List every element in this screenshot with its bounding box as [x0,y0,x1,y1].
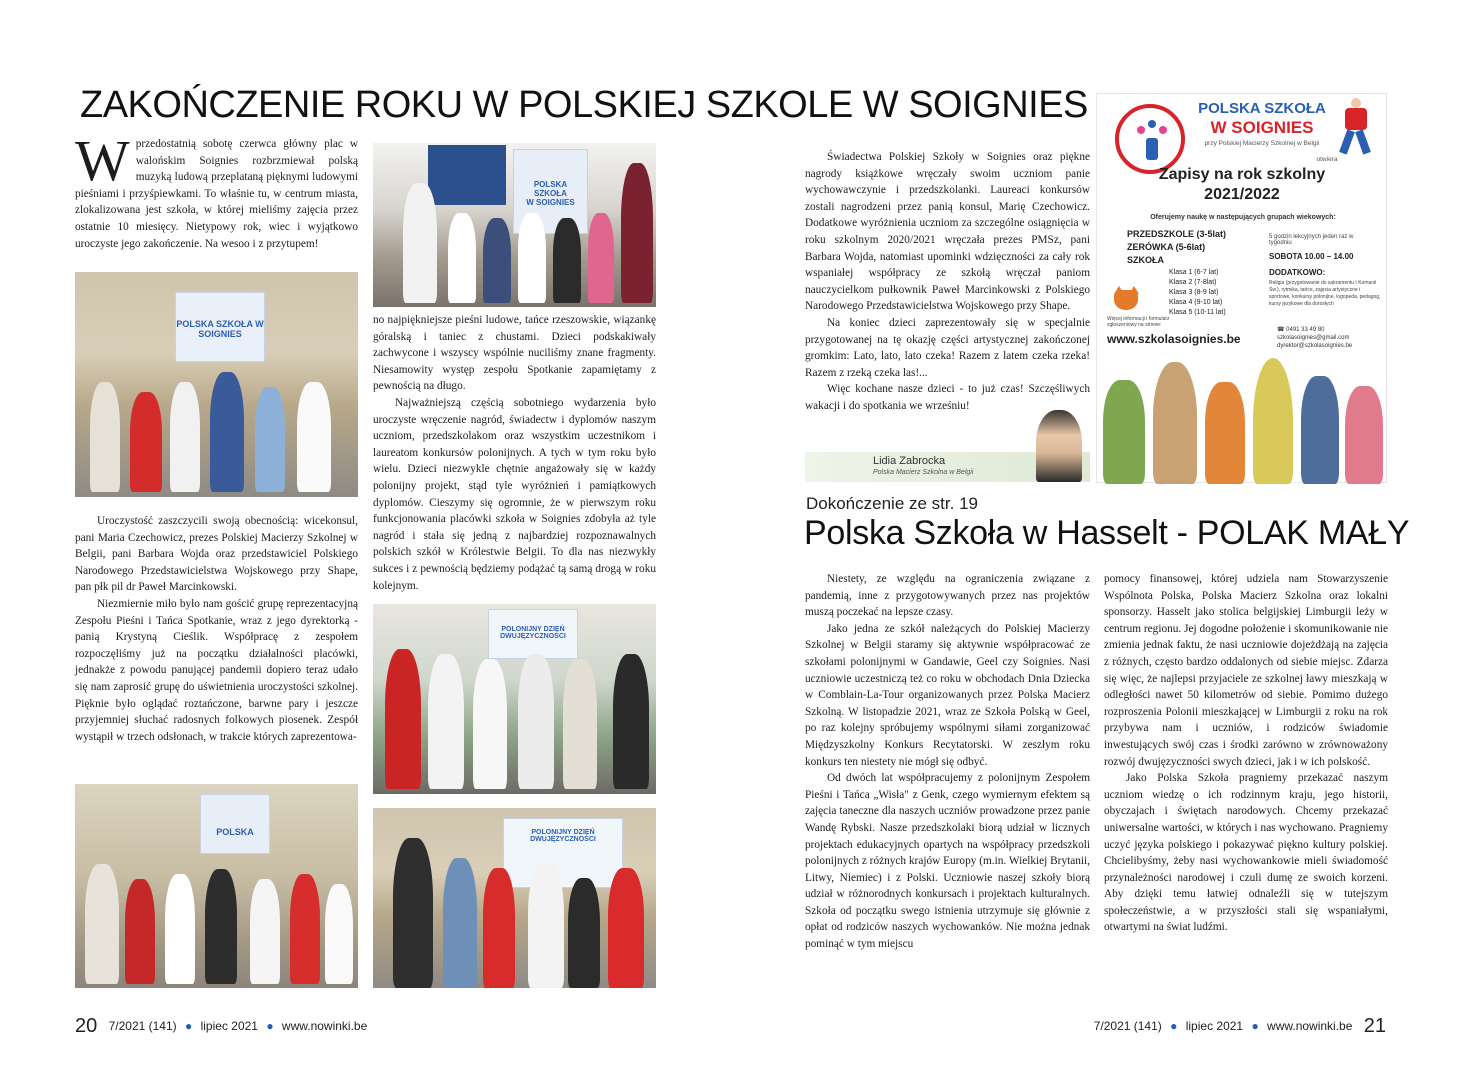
right-footer [1094,1015,1386,1038]
poster-hours-note: 5 godzin lekcyjnych jeden raz w tygodniu [1269,234,1354,246]
poster-otwiera: otwiera [1316,156,1338,163]
poster-year: 2021/2022 [1204,186,1280,203]
poster-info: Więcej informacji i formularz zgłoszeniowy na stronie: [1107,316,1170,328]
enrollment-poster [1096,93,1387,483]
poster-title-1: POLSKA SZKOŁA [1198,100,1326,117]
issue-date: lipiec 2021 [200,1019,258,1033]
left-col1-intro [75,128,358,252]
poster-groups: PRZEDSZKOLE (3-5lat) ZERÓWKA (5-6lat) SZKOŁA [1127,229,1227,265]
poster-offer: Oferujemy naukę w następujących grupach wiekowych: [1150,214,1336,221]
poster-contact: ☎ 0491 33 49 80 szkolasoignies@gmail.com dyrektor@szkolasoignies.be [1277,327,1353,349]
poster-extras: Religia (przygotowanie do sakramentu I Komunii Św.), rytmika, tańce, zajęcia artystyczne i sportowe, konkursy polonijne, logopeda, pedagog, kursy językowe dla dorosłych [1269,280,1381,307]
left-headline: ZAKOŃCZENIE ROKU W POLSKIEJ SZKOLE W SOIGNIES [80,84,1088,126]
issue-number: 7/2021 (141) [108,1019,177,1033]
photo-children-with-diplomas [75,784,358,988]
separator-dot: ● [1170,1019,1178,1033]
website-link[interactable]: www.nowinki.be [1267,1019,1353,1033]
photo-pupils-with-diplomas [373,808,656,988]
right-col4-body [805,571,1090,953]
continuation-note: Dokończenie ze str. 19 [806,494,978,513]
poster-website[interactable]: www.szkolasoignies.be [1107,332,1241,346]
col1-paragraph: Niezmiernie miło było nam gościć grupę reprezentacyjną Zespołu Pieśni i Tańca Spotkanie, wraz z jego dyrektorką - panią Krystyną Cieślik. Współpracę z zespołem rozpoczęliśmy już na początku działalności placówki, jednakże z powodu panującej pandemii dopiero teraz udało się nam zaprosić grupę do uświetnienia uroczystości szkolnej. Pięknie było oglądać roztańczone, barwne pary i jeszcze przyjemniej słuchać radosnych folkowych piosenek. Zespół wystąpił w trzech odsłonach, w trakcie których zaprezentowa- [75,597,358,743]
website-link[interactable]: www.nowinki.be [281,1019,368,1033]
poster-extras-title: DODATKOWO: [1269,268,1326,277]
skater-illustration-icon [1337,98,1373,158]
right-headline: Polska Szkoła w Hasselt - POLAK MAŁY [804,514,1410,552]
right-col5-body [1104,571,1388,936]
photo-teachers-with-bags [373,604,656,794]
col5-paragraph: pomocy finansowej, której udziela nam Stowarzyszenie Wspólnota Polska, Polska Macierz Szkolna oraz lokalni sponsorzy. Hasselt jako stolica belgijskiej Limburgii leży w centrum regionu. Jej dogodne położenie i skomunikowanie nie zmienia jednak faktu, że nasi uczniowie dojeżdżają na zajęcia z różnych, często bardzo oddalonych od siebie miejsc. Zdarza się więc, że najlepsi przyjaciele ze szkolnej ławy mieszkają w odległości nawet 50 kilometrów od siebie. Pomimo dużego rozproszenia Polonii mieszkającej w Limburgii z roku na rok przybywa nam i uczniów, i rodziców świadomie inwestujących swój czas i środki zarówno w zrównoważony rozwój dwujęzyczności swych dzieci, jak i w ich polskość. [1104,573,1388,768]
children-backpacks-illustration [1097,356,1388,484]
author-portrait [1036,410,1082,482]
right-col3-body [805,149,1090,415]
intro-text: przedostatnią sobotę czerwca główny plac w walońskim Soignies rozbrzmiewał polską muzyką ludową przeplataną pięknymi ludowymi pieśniami i przyśpiewkami. To właśnie tu, w centrum miasta, zlokalizowana jest szkoła, w której mieliśmy zajęcia przez ostatnie 10 miesięcy. Nietypowy rok, wiec i wyjątkowo uroczyste jego zakończenie. Na wesoo i z przytupem! [75,138,358,250]
issue-date: lipiec 2021 [1185,1019,1244,1033]
page-number: 20 [75,1015,98,1037]
photo5-banner: POLONIJNY DZIEŃ DWUJĘZYCZNOŚCI [503,818,623,888]
poster-tagline: przy Polskiej Macierzy Szkolnej w Belgii [1204,140,1320,147]
col2-paragraph: no najpiękniejsze pieśni ludowe, tańce rzeszowskie, wiązankę góralską i taniec z chustami. Dzieci podskakiwały zachwycone i wszyscy wspólnie nuciliśmy znane fragmenty. Niesamowity występ zespołu Spotkanie zapamiętamy z pewnością na długo. [373,314,656,393]
col3-paragraph: Więc kochane nasze dzieci - to już czas! Szczęśliwych wakacji i do spotkania we wrześniu! [805,383,1090,412]
poster-enrollment-heading: Zapisy na rok szkolny [1158,166,1326,183]
dropcap: W [75,128,130,193]
photo1-banner: POLSKA SZKOŁA W SOIGNIES [175,292,265,362]
author-role: Polska Macierz Szkolna w Belgii [873,469,974,476]
poster-classes: Klasa 1 (6-7 lat) Klasa 2 (7-8lat) Klasa 3 (8-9 lat) Klasa 4 (9-10 lat) Klasa 5 (10-11 lat) [1169,269,1226,316]
poster-title-2: W SOIGNIES [1210,118,1314,137]
col2-paragraph: Najważniejszą częścią sobotniego wydarzenia było uroczyste wręczenie nagród, świadectw i dyplomów naszym uczniom, przedszkolakom oraz wszystkim uczestnikom i laureatom konkursów polonijnych. A tych w tym roku było wielu. Dzieci niezwykle chętnie angażowały się w każdy polonijny projekt, stąd tyle wyróżnień i pamiątkowych dyplomów. Cieszymy się ogromnie, że w pierwszym roku funkcjonowania placówki szkoła w Soignies zdobyła aż tyle nagród i stała się jedną z najbardziej rozpoznawalnych polskich szkół w Królestwie Belgii. To dla nas niezwykły sukces i z pewnością będziemy podążać tą samą drogą w roku kolejnym. [373,396,656,592]
col1-paragraph: Uroczystość zaszczycili swoją obecnością: wicekonsul, pani Maria Czechowicz, prezes Polskiej Macierzy Szkolnej w Belgii, pani Barbara Wojda oraz przedstawiciel Polskiego Narodowego Przedstawicielstwa Wojskowego przy Shape, pan płk pil dr Paweł Marcinkowski. [75,515,358,594]
photo2-banner: POLSKA [200,794,270,854]
page-number: 21 [1363,1015,1386,1037]
author-name: Lidia Zabrocka [873,455,946,467]
issue-number: 7/2021 (141) [1093,1019,1162,1033]
author-byline [805,452,1090,482]
separator-dot: ● [1251,1019,1259,1033]
left-col1-body [75,513,358,745]
separator-dot: ● [266,1019,274,1033]
photo4-banner: POLONIJNY DZIEŃ DWUJĘZYCZNOŚCI [488,609,578,659]
school-logo-icon [1115,104,1185,174]
left-col2-body [373,312,656,594]
poster-hours: SOBOTA 10.00 – 14.00 [1269,252,1354,261]
col3-paragraph: Na koniec dzieci zaprezentowały się w specjalnie przygotowanej na tę okazję części artystycznej zakończonej gromkim: Lato, lato, lato czeka! Razem z latem czeka rzeka! Razem z rzeką czeka las!... [805,316,1090,379]
left-footer [75,1015,367,1038]
fox-icon [1111,286,1141,312]
photo3-banner: POLSKA SZKOŁA W SOIGNIES [513,149,588,234]
col4-paragraph: Niestety, ze względu na ograniczenia związane z pandemią, inne z przygotowywanych przez nas projektów muszą poczekać na lepsze czasy. [805,573,1090,619]
photo-children-with-books [75,272,358,497]
col3-paragraph: Świadectwa Polskiej Szkoły w Soignies oraz piękne nagrody książkowe wręczały swoim uczniom panie wychowawczynie i przedszkolanki. Laureaci konkursów zostali nagrodzeni przez panią konsul, Marię Czechowicz. Dodatkowe wyróżnienia uczniom za szczególne osiągnięcia w roku szkolnym 2020/2021 wręczała prezes PMSz, pani Barbara Wojda, natomiast upominki wdzięczności za cały rok wspaniałej współpracy ze szkołą wręczał paniom nauczycielkom pułkownik Paweł Marcinkowski z Polskiego Narodowego Przedstawicielstwa Wojskowego przy Shape. [805,151,1090,313]
col4-paragraph: Od dwóch lat współpracujemy z polonijnym Zespołem Pieśni i Tańca „Wisła" z Genk, czego wymiernym efektem są zajęcia taneczne dla naszych uczniów prowadzone przez panie Wandę Rybski. Nasze przedszkolaki biorą udział w licznych projektach edukacyjnych opartych na współpracy przedszkoli polonijnych z różnych krajów Europy (m.in. Wielkiej Brytanii, Litwy, Niemiec) i z Polski. Uczniowie naszej szkoły biorą udział w różnorodnych konkursach i projektach kulturalnych. Szkoła od początku swego istnienia utrzymuje się głównie z opłat od rodziców naszych wychowanków. Nie można jednak pominąć w tym miejscu [805,772,1090,951]
separator-dot: ● [185,1019,193,1033]
photo-kindergarten-group [373,143,656,307]
col5-paragraph: Jako Polska Szkoła pragniemy przekazać naszym uczniom wiedzę o ich rodzinnym kraju, jego historii, obyczajach i świętach narodowych. Chcemy przekazać uniwersalne wartości, w których i nas wychowano. Pragniemy uczyć języka polskiego i pokazywać piękno kultury polskiej. Chcielibyśmy, żeby nasi wychowankowie mieli świadomość przynależności narodowej i czuli dumę ze swoich korzeni. Aby dzięki temu łatwiej odnaleźli się w tutejszym społeczeństwie, a w przyszłości stali się wspaniałymi, otwartymi na świat ludźmi. [1104,772,1388,934]
col4-paragraph: Jako jedna ze szkół należących do Polskiej Macierzy Szkolnej w Belgii staramy się aktywnie współpracować ze szkołami polonijnymi w Gandawie, Geel czy Soignies. Nasi uczniowie uczestniczą też co roku w obchodach Dnia Dziecka w Comblain-La-Tour organizowanych przez Polska Macierz Szkolną. W listopadzie 2021, wraz ze Szkoła Polską w Geel, po raz kolejny spróbujemy wspólnymi siłami zorganizować Międzyszkolny Konkurs Recytatorski. W zeszłym roku konkurs ten niestety nie mógł się odbyć. [805,622,1090,768]
